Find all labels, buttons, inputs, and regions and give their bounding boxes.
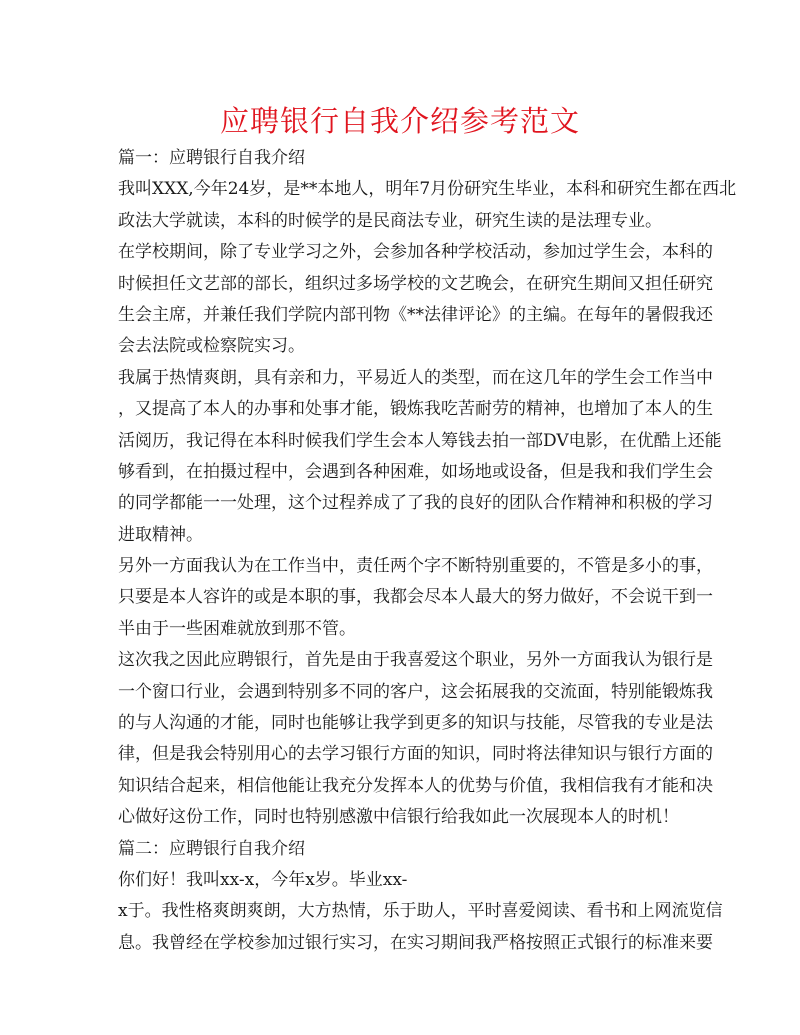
text-line: 心做好这份工作，同时也特别感激中信银行给我如此一次展现本人的时机！ — [118, 807, 679, 828]
text-line: ，又提高了本人的办事和处事才能，锻炼我吃苦耐劳的精神，也增加了本人的生 — [118, 399, 713, 420]
text-line: 时候担任文艺部的部长，组织过多场学校的文艺晚会，在研究生期间又担任研究 — [118, 273, 713, 294]
text-line: 政法大学就读，本科的时候学的是民商法专业，研究生读的是法理专业。 — [118, 210, 662, 231]
section-heading-1: 篇一：应聘银行自我介绍 — [118, 148, 305, 168]
text-line: 会去法院或检察院实习。 — [118, 336, 305, 357]
text-line: 够看到，在拍摄过程中，会遇到各种困难，如场地或设备，但是我和我们学生会 — [118, 461, 713, 482]
text-line: 半由于一些困难就放到那不管。 — [118, 618, 356, 639]
text-line: 你们好！我叫xx-x，今年x岁。毕业xx- — [118, 869, 408, 890]
document-title: 应聘银行自我介绍参考范文 — [219, 104, 580, 138]
text-line: 我叫XXX,今年24岁，是**本地人，明年7月份研究生毕业，本科和研究生都在西北 — [118, 179, 737, 200]
text-line: 另外一方面我认为在工作当中，责任两个字不断特别重要的，不管是多小的事， — [118, 556, 713, 577]
text-line: 在学校期间，除了专业学习之外，会参加各种学校活动，参加过学生会，本科的 — [118, 242, 713, 263]
text-line: 只要是本人容许的或是本职的事，我都会尽本人最大的努力做好，不会说干到一 — [118, 587, 713, 608]
text-line: 我属于热情爽朗，具有亲和力，平易近人的类型，而在这几年的学生会工作当中 — [118, 367, 713, 388]
text-line: 知识结合起来，相信他能让我充分发挥本人的优势与价值，我相信我有才能和决 — [118, 775, 713, 796]
text-line: 这次我之因此应聘银行，首先是由于我喜爱这个职业，另外一方面我认为银行是 — [118, 650, 713, 671]
text-line: 息。我曾经在学校参加过银行实习，在实习期间我严格按照正式银行的标准来要 — [118, 932, 713, 953]
text-line: x于。我性格爽朗爽朗，大方热情，乐于助人，平时喜爱阅读、看书和上网流览信 — [118, 901, 723, 922]
text-line: 的同学都能一一处理，这个过程养成了了我的良好的团队合作精神和积极的学习 — [118, 493, 713, 514]
section-heading-2: 篇二：应聘银行自我介绍 — [118, 838, 305, 859]
text-line: 的与人沟通的才能，同时也能够让我学到更多的知识与技能，尽管我的专业是法 — [118, 713, 713, 734]
text-line: 进取精神。 — [118, 524, 203, 545]
text-line: 律，但是我会特别用心的去学习银行方面的知识，同时将法律知识与银行方面的 — [118, 744, 713, 765]
text-line: 生会主席，并兼任我们学院内部刊物《**法律评论》的主编。在每年的暑假我还 — [118, 304, 713, 325]
document-body — [118, 143, 737, 959]
text-line: 一个窗口行业，会遇到特别多不同的客户，这会拓展我的交流面，特别能锻炼我 — [118, 681, 713, 702]
text-line: 活阅历，我记得在本科时候我们学生会本人筹钱去拍一部DV电影，在优酷上还能 — [118, 430, 722, 451]
